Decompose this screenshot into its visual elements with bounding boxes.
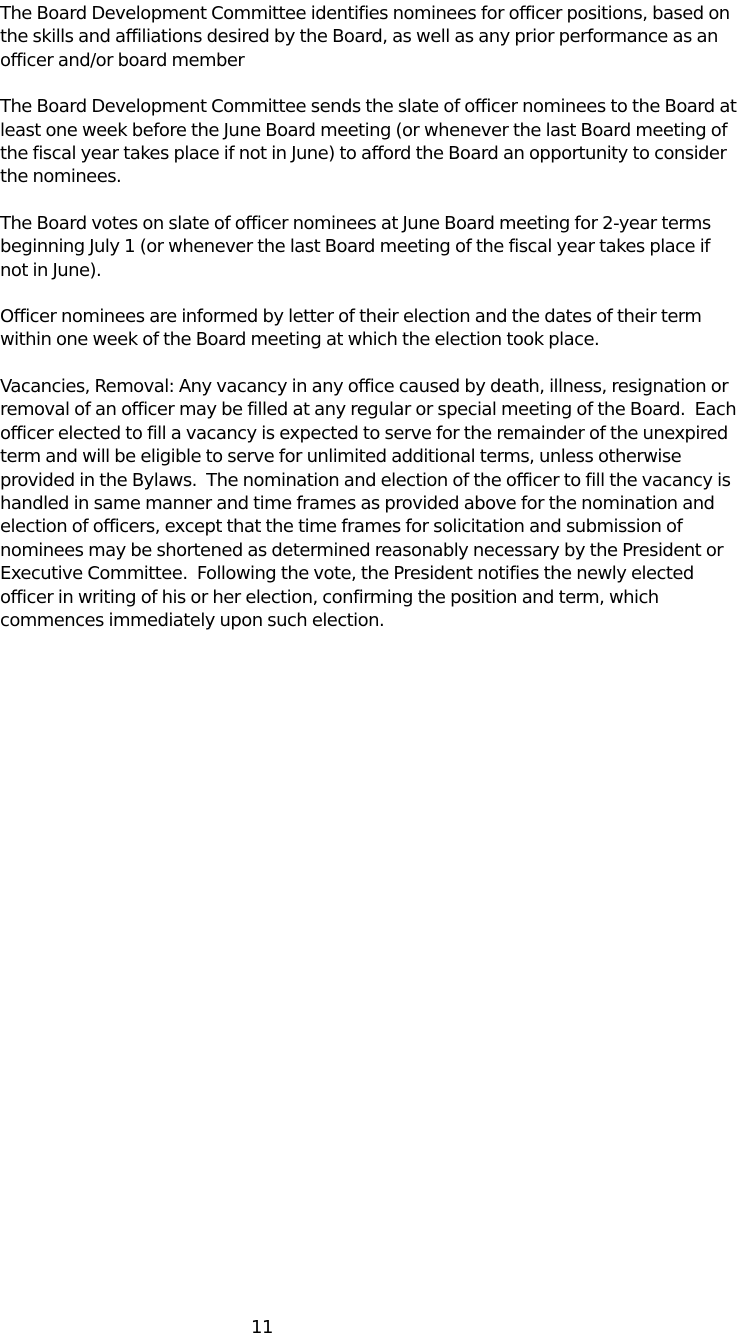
page-number: 11 [251, 1317, 273, 1338]
paragraph-nominee-identification: The Board Development Committee identifies nominees for officer positions, based on the skills and affiliations desired by the Board, as well as any prior performance as an officer and/or board member [0, 3, 735, 71]
paragraph-vacancies-removal: Vacancies, Removal: Any vacancy in any office caused by death, illness, resignation or removal of an officer may be filled at any regular or special meeting of the Board. Each officer elected to fill a vacancy is expected to serve for the remainder of the unexpired term and will be eligible to serve for unlimited additional terms, unless otherwise provided in the Bylaws. The nomination and election of the officer to fill the vacancy is handled in same manner and time frames as provided above for the nomination and election of officers, except that the time frames for solicitation and submission of nominees may be shortened as determined reasonably necessary by the President or Executive Committee. Following the vote, the President notifies the newly elected officer in writing of his or her election, confirming the position and term, which commences immediately upon such election. [0, 375, 741, 631]
paragraph-election-notification: Officer nominees are informed by letter of their election and the dates of their term within one week of the Board meeting at which the election took place. [0, 306, 707, 351]
paragraph-slate-submission: The Board Development Committee sends the slate of officer nominees to the Board at least one week before the June Board meeting (or whenever the last Board meeting of the fiscal year takes place if not in June) to afford the Board an opportunity to consider the nominees. [0, 96, 742, 188]
document-body [0, 2, 742, 655]
paragraph-board-vote: The Board votes on slate of officer nominees at June Board meeting for 2-year terms beginning July 1 (or whenever the last Board meeting of the fiscal year takes place if not in June). [0, 212, 716, 281]
